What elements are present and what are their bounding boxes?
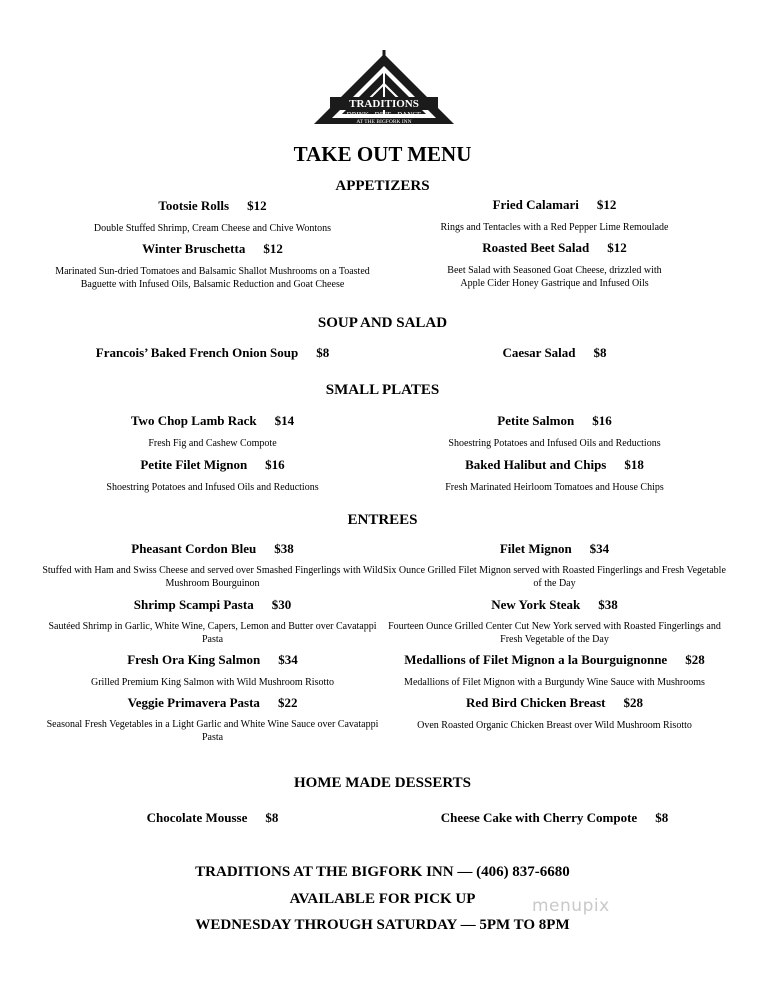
item-price: $38 xyxy=(274,541,294,556)
menu-item xyxy=(40,345,385,361)
menu-item xyxy=(382,345,727,361)
item-description: Grilled Premium King Salmon with Wild Mushroom Risotto xyxy=(90,677,335,688)
item-name: Petite Salmon xyxy=(497,413,575,428)
item-price: $12 xyxy=(607,240,627,255)
item-name: Cheese Cake with Cherry Compote xyxy=(440,810,638,825)
item-description: Marinated Sun-dried Tomatoes and Balsamic Shallot Mushrooms on a Toasted Baguette with Infused Oils, Balsamic Reduction and Goat Cheese xyxy=(55,266,370,290)
menu-item xyxy=(382,240,727,256)
item-name: Filet Mignon xyxy=(499,541,572,556)
menu-item xyxy=(40,457,385,473)
item-name: Shrimp Scampi Pasta xyxy=(133,597,254,612)
section-heading-entrees: ENTREES xyxy=(347,512,418,528)
item-description: Shoestring Potatoes and Infused Oils and Reductions xyxy=(106,482,319,493)
item-name: Red Bird Chicken Breast xyxy=(465,695,606,710)
menu-item xyxy=(382,541,727,557)
section-heading-desserts: HOME MADE DESSERTS xyxy=(293,775,471,791)
menu-item xyxy=(40,695,385,711)
item-description: Fourteen Ounce Grilled Center Cut New York served with Roasted Fingerlings and Fresh Vegetable of the Day xyxy=(388,621,721,645)
item-price: $8 xyxy=(265,810,279,825)
menu-item xyxy=(40,541,385,557)
logo-tagline: DRINK · DINE · DANCE xyxy=(346,111,422,119)
item-description: Fresh Marinated Heirloom Tomatoes and House Chips xyxy=(445,482,664,493)
item-price: $30 xyxy=(271,597,292,612)
item-price: $12 xyxy=(263,241,283,256)
item-price: $16 xyxy=(592,413,612,428)
watermark: menupix xyxy=(532,896,610,916)
item-price: $8 xyxy=(655,810,669,825)
item-name: Pheasant Cordon Bleu xyxy=(131,541,257,556)
item-price: $34 xyxy=(278,652,298,667)
item-name: Winter Bruschetta xyxy=(142,241,246,256)
menu-item xyxy=(40,413,385,429)
item-price: $28 xyxy=(685,652,705,667)
section-heading-appetizers: APPETIZERS xyxy=(335,178,430,194)
item-name: Fried Calamari xyxy=(492,197,579,212)
item-name: Baked Halibut and Chips xyxy=(465,457,607,472)
restaurant-logo xyxy=(310,48,458,130)
item-price: $38 xyxy=(598,597,618,612)
item-name: Fresh Ora King Salmon xyxy=(127,652,261,667)
item-price: $12 xyxy=(596,197,617,212)
section-heading-soup-salad: SOUP AND SALAD xyxy=(317,315,448,331)
item-price: $22 xyxy=(277,695,298,710)
menu-item xyxy=(382,457,727,473)
menu-item xyxy=(40,597,385,613)
item-name: Veggie Primavera Pasta xyxy=(127,695,260,710)
item-description: Medallions of Filet Mignon with a Burgundy Wine Sauce with Mushrooms xyxy=(404,677,705,688)
menu-item xyxy=(382,597,727,613)
item-price: $14 xyxy=(274,413,295,428)
logo-sub: AT THE BIGFORK INN xyxy=(356,119,412,125)
footer-pickup: AVAILABLE FOR PICK UP xyxy=(289,891,476,907)
menu-item xyxy=(40,810,385,826)
item-description: Seasonal Fresh Vegetables in a Light Garlic and White Wine Sauce over Cavatappi Pasta xyxy=(46,719,379,743)
item-description: Shoestring Potatoes and Infused Oils and Reductions xyxy=(448,438,661,449)
menu-item xyxy=(40,241,385,257)
item-description: Beet Salad with Seasoned Goat Cheese, drizzled with Apple Cider Honey Gastrique and Infused Oils xyxy=(447,265,662,289)
footer-hours: WEDNESDAY THROUGH SATURDAY — 5PM TO 8PM xyxy=(195,917,570,933)
item-name: Chocolate Mousse xyxy=(146,810,248,825)
menu-item xyxy=(382,197,727,213)
logo-name: TRADITIONS xyxy=(349,98,419,110)
item-description: Fresh Fig and Cashew Compote xyxy=(148,438,277,449)
item-description: Sautéed Shrimp in Garlic, White Wine, Capers, Lemon and Butter over Cavatappi Pasta xyxy=(48,621,377,645)
item-price: $28 xyxy=(623,695,643,710)
item-name: Tootsie Rolls xyxy=(158,198,230,213)
item-name: New York Steak xyxy=(491,597,581,612)
menu-item xyxy=(40,652,385,668)
roof-truss-logo-icon xyxy=(310,48,458,130)
item-description: Oven Roasted Organic Chicken Breast over Wild Mushroom Risotto xyxy=(417,720,692,731)
item-description: Stuffed with Ham and Swiss Cheese and served over Smashed Fingerlings with Wild Mushroom Bourguinon xyxy=(42,565,383,589)
item-price: $18 xyxy=(624,457,644,472)
item-name: Petite Filet Mignon xyxy=(140,457,248,472)
item-price: $8 xyxy=(316,345,330,360)
item-name: Roasted Beet Salad xyxy=(482,240,590,255)
menu-item xyxy=(382,810,727,826)
item-name: Francois’ Baked French Onion Soup xyxy=(95,345,299,360)
section-heading-small-plates: SMALL PLATES xyxy=(325,382,440,398)
item-price: $34 xyxy=(589,541,610,556)
item-name: Medallions of Filet Mignon a la Bourguignonne xyxy=(404,652,668,667)
menu-item xyxy=(40,198,385,214)
item-price: $16 xyxy=(265,457,285,472)
item-name: Two Chop Lamb Rack xyxy=(130,413,257,428)
page-title: TAKE OUT MENU xyxy=(293,142,472,166)
item-price: $12 xyxy=(247,198,267,213)
item-description: Six Ounce Grilled Filet Mignon served with Roasted Fingerlings and Fresh Vegetable of the Day xyxy=(383,565,726,589)
menu-item xyxy=(382,695,727,711)
menu-item xyxy=(382,413,727,429)
item-description: Double Stuffed Shrimp, Cream Cheese and Chive Wontons xyxy=(93,223,332,234)
item-description: Rings and Tentacles with a Red Pepper Lime Remoulade xyxy=(440,222,669,233)
item-name: Caesar Salad xyxy=(502,345,576,360)
item-price: $8 xyxy=(593,345,607,360)
footer-contact: TRADITIONS AT THE BIGFORK INN — (406) 837-6680 xyxy=(195,864,570,880)
menu-item xyxy=(382,652,727,668)
